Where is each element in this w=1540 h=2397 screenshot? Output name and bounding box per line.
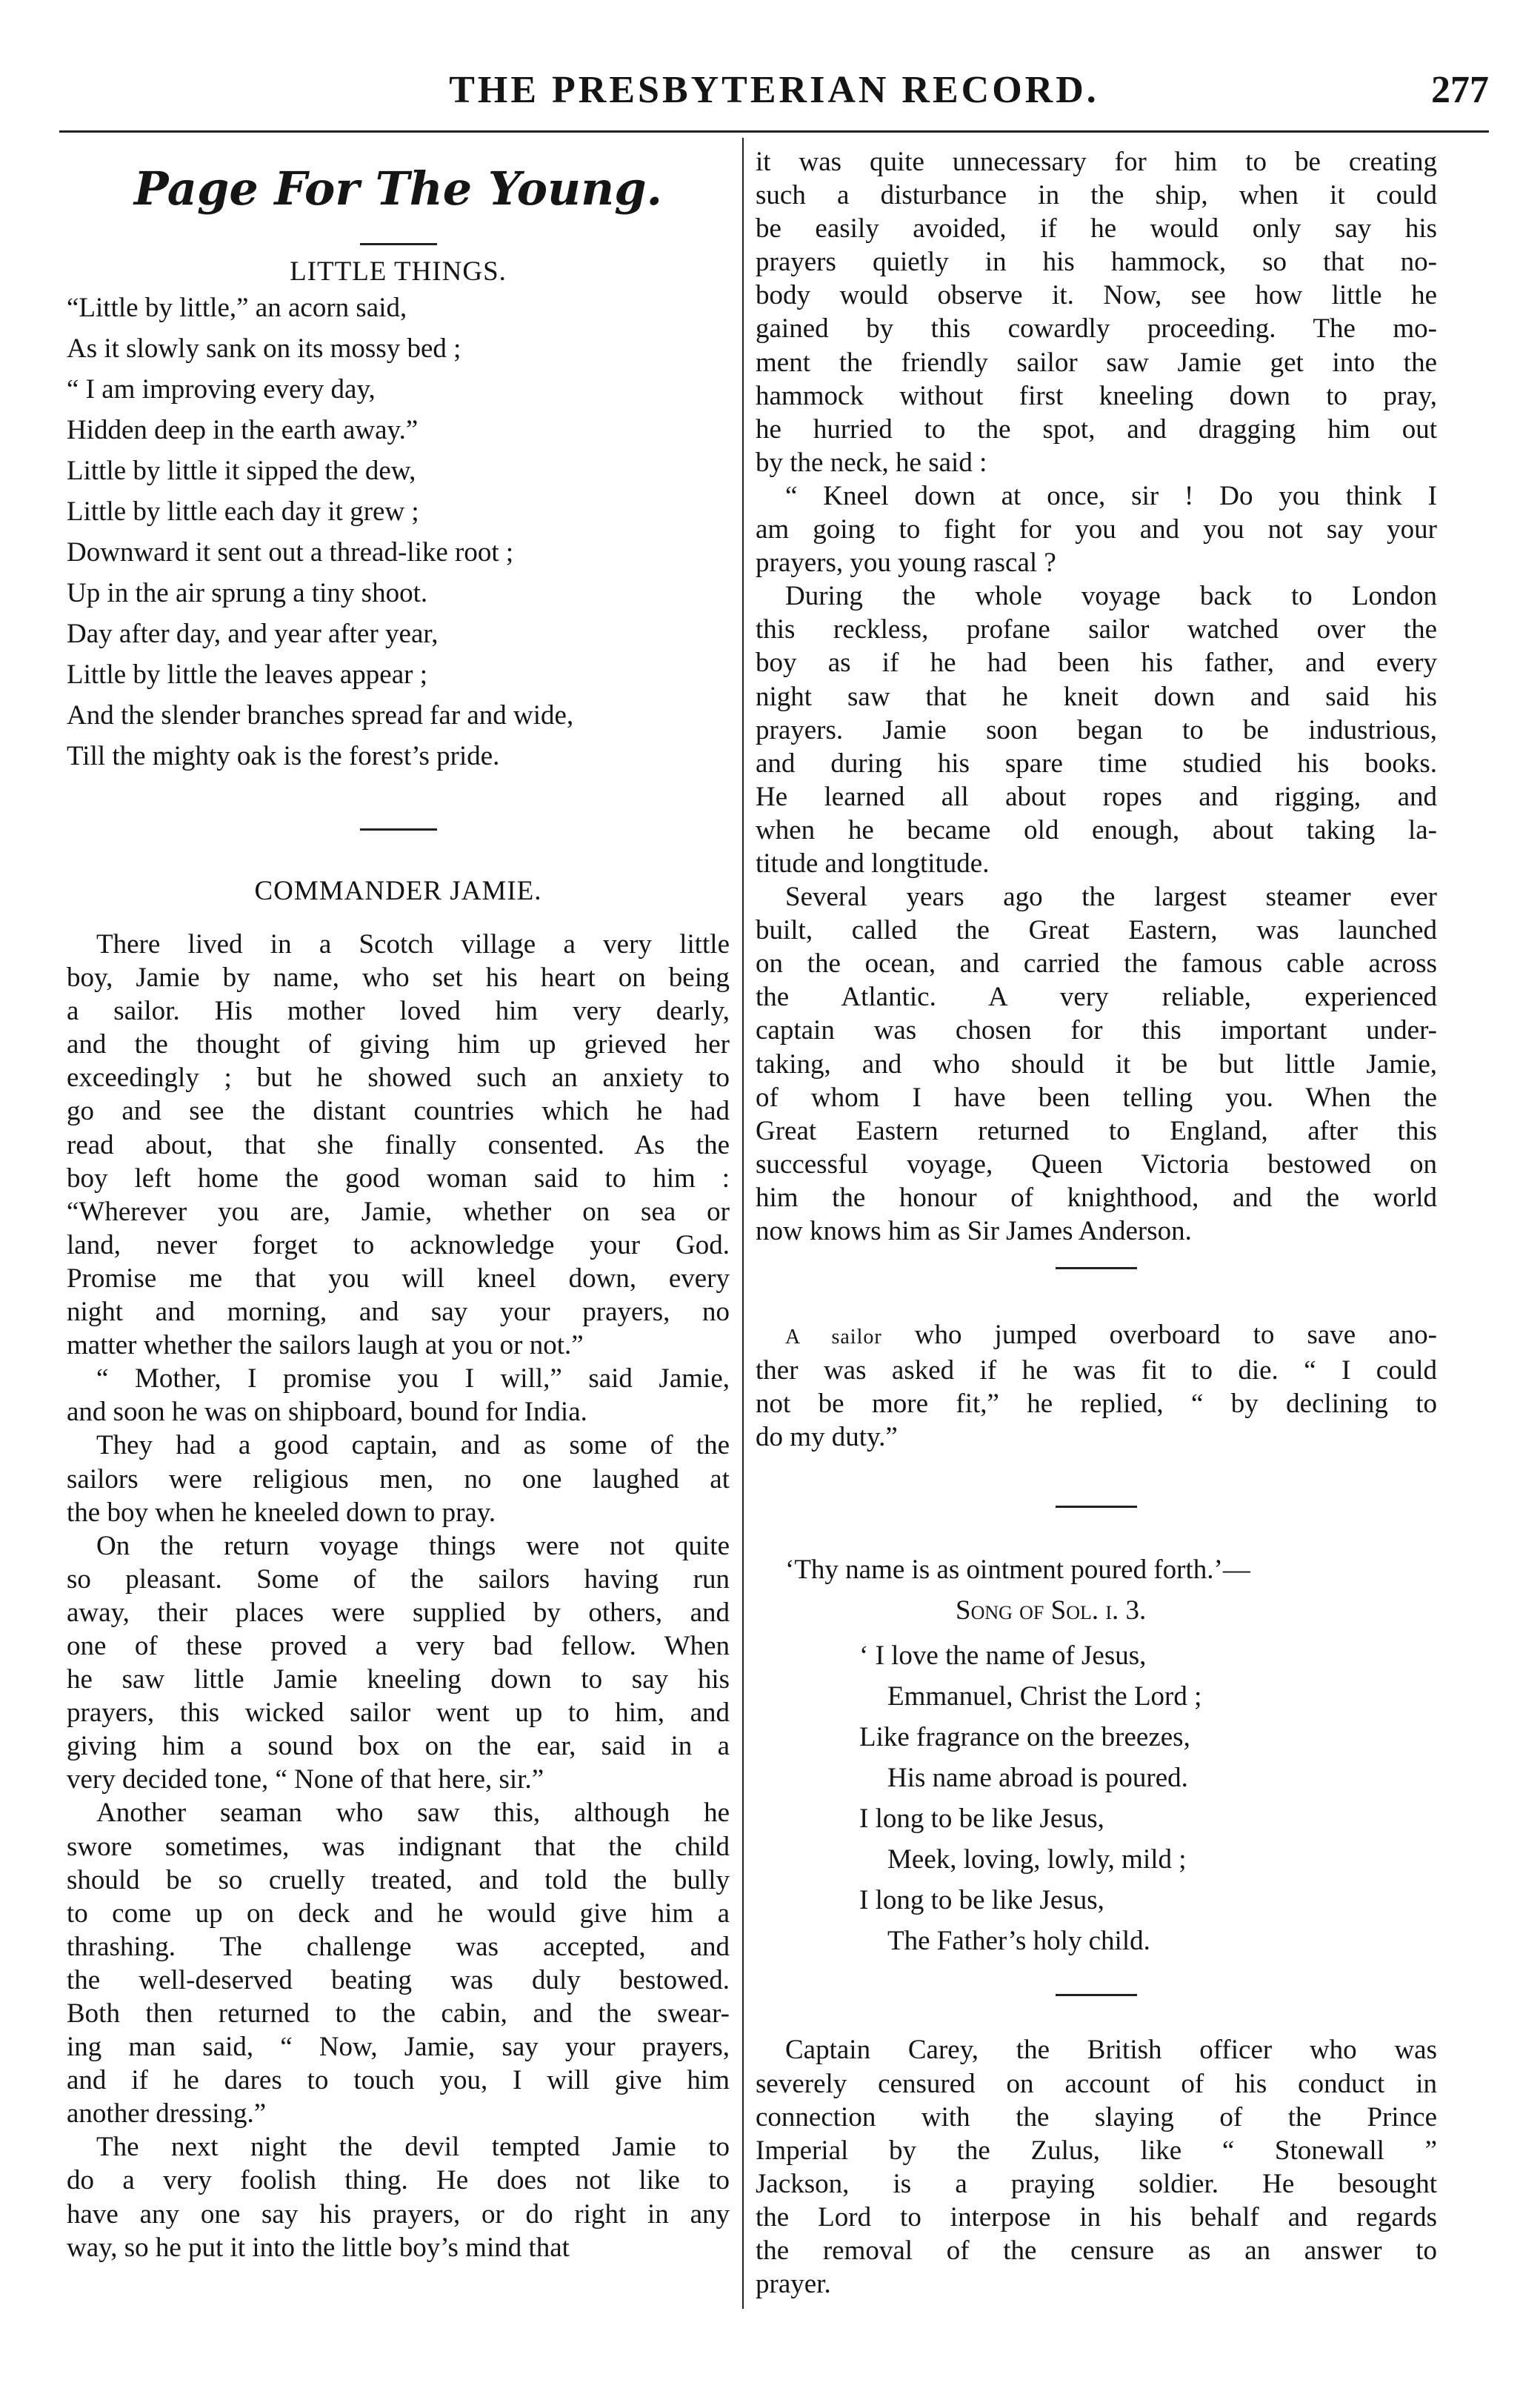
- text-line: have any one say his prayers, or do right in any: [67, 2198, 730, 2230]
- text-line: this reckless, profane sailor watched over the: [756, 614, 1437, 645]
- right-column: [756, 145, 1437, 2301]
- text-line: thrashing. The challenge was accepted, and: [67, 1931, 730, 1962]
- text-line: Great Eastern returned to England, after this: [756, 1115, 1437, 1146]
- text-line: “ Mother, I promise you I will,” said Jamie,: [96, 1363, 730, 1394]
- page-number: 277: [1431, 69, 1489, 111]
- text-line: severely censured on account of his conduct in: [756, 2068, 1437, 2099]
- hymn-line: Meek, loving, lowly, mild ;: [887, 1844, 1187, 1875]
- text-line: another dressing.”: [67, 2098, 267, 2130]
- section-title: Page For The Young.: [133, 162, 663, 216]
- text-line: the Atlantic. A very reliable, experienced: [756, 982, 1437, 1013]
- text-line: go and see the distant countries which he had: [67, 1096, 730, 1127]
- hymn-line: I long to be like Jesus,: [859, 1803, 1104, 1835]
- text-line: matter whether the sailors laugh at you or not.”: [67, 1330, 584, 1361]
- text-line: Several years ago the largest steamer ever: [785, 882, 1437, 913]
- title-rule: [360, 243, 437, 245]
- text-line: gained by this cowardly proceeding. The mo-: [756, 313, 1437, 345]
- text-line: There lived in a Scotch village a very little: [96, 929, 730, 960]
- story-end-rule: [1056, 1267, 1137, 1269]
- poem: [67, 287, 730, 777]
- text-line: the boy when he kneeled down to pray.: [67, 1497, 496, 1528]
- text-line: Captain Carey, the British officer who was: [785, 2035, 1437, 2066]
- hymn-epigraph: ‘Thy name is as ointment poured forth.’—: [785, 1555, 1250, 1586]
- text-line: body would observe it. Now, see how little he: [756, 280, 1437, 311]
- poem-line: Up in the air sprung a tiny shoot.: [67, 578, 428, 608]
- sailor-line-3: do my duty.”: [756, 1422, 898, 1453]
- text-line: read about, that she finally consented. As the: [67, 1129, 730, 1160]
- text-line: boy left home the good woman said to him :: [67, 1163, 730, 1194]
- text-line: Imperial by the Zulus, like “ Stonewall ”: [756, 2135, 1437, 2166]
- text-line: night saw that he kneit down and said his: [756, 681, 1437, 712]
- running-header: [59, 68, 1489, 127]
- paragraph: [756, 479, 1437, 579]
- journal-title: THE PRESBYTERIAN RECORD.: [449, 69, 1099, 111]
- text-line: very decided tone, “ None of that here, sir.”: [67, 1764, 544, 1795]
- text-line: The next night the devil tempted Jamie to: [96, 2132, 730, 2163]
- paragraph: [67, 2130, 730, 2264]
- sailor-anecdote: [756, 1318, 1437, 1454]
- text-line: on the ocean, and carried the famous cable across: [756, 948, 1437, 980]
- poem-line: Little by little the leaves appear ;: [67, 659, 427, 690]
- text-line: connection with the slaying of the Prince: [756, 2101, 1437, 2132]
- text-line: hammock without first kneeling down to pray,: [756, 380, 1437, 411]
- text-line: swore sometimes, was indignant that the child: [67, 1831, 730, 1862]
- text-line: one of these proved a very bad fellow. When: [67, 1630, 730, 1661]
- poem-title: LITTLE THINGS.: [290, 256, 507, 287]
- text-line: ment the friendly sailor saw Jamie get into the: [756, 347, 1437, 378]
- hymn-line: ‘ I love the name of Jesus,: [859, 1640, 1147, 1672]
- text-line: prayers quietly in his hammock, so that no-: [756, 247, 1437, 278]
- text-line: night and morning, and say your prayers, no: [67, 1297, 730, 1328]
- hymn-line: Like fragrance on the breezes,: [859, 1722, 1190, 1753]
- hymn-verse: [756, 1635, 1437, 1961]
- hymn-line: Emmanuel, Christ the Lord ;: [887, 1681, 1202, 1712]
- left-column: [67, 145, 730, 2264]
- text-line: successful voyage, Queen Victoria bestowed on: [756, 1148, 1437, 1180]
- poem-line: “ I am improving every day,: [67, 374, 376, 405]
- text-line: prayers, this wicked sailor went up to him, and: [67, 1698, 730, 1729]
- text-line: sailors were religious men, no one laughed at: [67, 1463, 730, 1495]
- sailor-lead: A sailor: [785, 1326, 882, 1349]
- text-line: by the neck, he said :: [756, 447, 987, 478]
- text-line: should be so cruelly treated, and told the bully: [67, 1864, 730, 1895]
- text-line: to come up on deck and he would give him a: [67, 1898, 730, 1929]
- text-line: of whom I have been telling you. When the: [756, 1082, 1437, 1113]
- text-line: boy, Jamie by name, who set his heart on being: [67, 963, 730, 994]
- sailor-line-1: ther was asked if he was fit to die. “ I could: [756, 1355, 1437, 1386]
- text-line: am going to fight for you and you not say your: [756, 514, 1437, 545]
- text-line: the removal of the censure as an answer to: [756, 2235, 1437, 2267]
- text-line: prayers, you young rascal ?: [756, 548, 1056, 579]
- paragraph: [67, 928, 730, 1362]
- story-body: [67, 928, 730, 2264]
- paragraph: [67, 1362, 730, 1429]
- text-line: “Wherever you are, Jamie, whether on sea or: [67, 1196, 730, 1227]
- header-rule: [59, 130, 1489, 133]
- text-line: boy as if he had been his father, and every: [756, 648, 1437, 679]
- sailor-rule: [1056, 1506, 1137, 1508]
- paragraph: [756, 880, 1437, 1248]
- text-line: the well-deserved beating was duly bestowed.: [67, 1964, 730, 1995]
- text-line: a sailor. His mother loved him very dearly,: [67, 996, 730, 1027]
- text-line: and if he dares to touch you, I will give him: [67, 2065, 730, 2096]
- sailor-line-2: not be more fit,” he replied, “ by declining to: [756, 1389, 1437, 1420]
- paragraph: [67, 1796, 730, 2130]
- hymn-line: I long to be like Jesus,: [859, 1885, 1104, 1916]
- text-line: exceedingly ; but he showed such an anxiety to: [67, 1063, 730, 1094]
- poem-line: Till the mighty oak is the forest’s pride.: [67, 741, 500, 771]
- paragraph: [756, 145, 1437, 479]
- column-divider: [742, 138, 744, 2309]
- poem-line: Little by little each day it grew ;: [67, 496, 419, 527]
- poem-line: Little by little it sipped the dew,: [67, 456, 416, 486]
- hymn: [756, 1549, 1437, 1961]
- text-line: do a very foolish thing. He does not like to: [67, 2165, 730, 2196]
- text-line: Both then returned to the cabin, and the swear-: [67, 1998, 730, 2029]
- text-line: when he became old enough, about taking la-: [756, 814, 1437, 845]
- text-line: the Lord to interpose in his behalf and regards: [756, 2201, 1437, 2233]
- text-line: Promise me that you will kneel down, every: [67, 1263, 730, 1294]
- text-line: way, so he put it into the little boy’s mind that: [67, 2232, 570, 2263]
- text-line: ing man said, “ Now, Jamie, say your prayers,: [67, 2032, 730, 2063]
- text-line: taking, and who should it be but little Jamie,: [756, 1048, 1437, 1080]
- hymn-line: His name abroad is poured.: [887, 1763, 1188, 1794]
- story-title: COMMANDER JAMIE.: [254, 876, 542, 906]
- hymn-line: The Father’s holy child.: [887, 1926, 1150, 1957]
- text-line: Jackson, is a praying soldier. He besought: [756, 2168, 1437, 2199]
- text-line: away, their places were supplied by others, and: [67, 1597, 730, 1628]
- poem-line: Hidden deep in the earth away.”: [67, 415, 419, 445]
- text-line: On the return voyage things were not quite: [96, 1530, 730, 1561]
- text-line: captain was chosen for this important under-: [756, 1015, 1437, 1046]
- hymn-citation: Song of Sol. i. 3.: [956, 1595, 1147, 1626]
- text-line: land, never forget to acknowledge your God.: [67, 1229, 730, 1260]
- poem-rule: [360, 828, 437, 831]
- text-line: During the whole voyage back to London: [785, 581, 1437, 612]
- paragraph: [67, 1429, 730, 1529]
- text-line: “ Kneel down at once, sir ! Do you think I: [785, 480, 1437, 511]
- sailor-line-0: who jumped overboard to save ano-: [881, 1320, 1437, 1351]
- text-line: He learned all about ropes and rigging, and: [756, 781, 1437, 812]
- text-line: built, called the Great Eastern, was launched: [756, 915, 1437, 946]
- text-line: so pleasant. Some of the sailors having run: [67, 1563, 730, 1595]
- text-line: They had a good captain, and as some of the: [96, 1430, 730, 1461]
- story-continued: [756, 145, 1437, 1248]
- text-line: him the honour of knighthood, and the world: [756, 1182, 1437, 1213]
- text-line: he saw little Jamie kneeling down to say his: [67, 1664, 730, 1695]
- text-line: Another seaman who saw this, although he: [96, 1798, 730, 1829]
- text-line: be easily avoided, if he would only say his: [756, 213, 1437, 245]
- text-line: such a disturbance in the ship, when it could: [756, 180, 1437, 211]
- poem-line: Day after day, and year after year,: [67, 619, 439, 649]
- text-line: giving him a sound box on the ear, said in a: [67, 1731, 730, 1762]
- text-line: and the thought of giving him up grieved her: [67, 1029, 730, 1060]
- poem-line: “Little by little,” an acorn said,: [67, 293, 407, 323]
- poem-line: Downward it sent out a thread-like root ;: [67, 537, 514, 568]
- paragraph: [756, 579, 1437, 880]
- hymn-rule: [1056, 1994, 1137, 1996]
- text-line: prayer.: [756, 2269, 831, 2300]
- poem-line: As it slowly sank on its mossy bed ;: [67, 333, 461, 364]
- text-line: and soon he was on shipboard, bound for India.: [67, 1397, 587, 1428]
- poem-line: And the slender branches spread far and wide,: [67, 700, 574, 731]
- text-line: prayers. Jamie soon began to be industrious,: [756, 714, 1437, 745]
- paragraph: [67, 1529, 730, 1797]
- text-line: it was quite unnecessary for him to be creating: [756, 147, 1437, 177]
- text-line: now knows him as Sir James Anderson.: [756, 1216, 1192, 1246]
- text-line: titude and longtitude.: [756, 848, 990, 879]
- carey-paragraph: [756, 2033, 1437, 2301]
- text-line: and during his spare time studied his books.: [756, 748, 1437, 779]
- text-line: he hurried to the spot, and dragging him out: [756, 413, 1437, 445]
- sailor-first-line: [756, 1318, 1437, 1354]
